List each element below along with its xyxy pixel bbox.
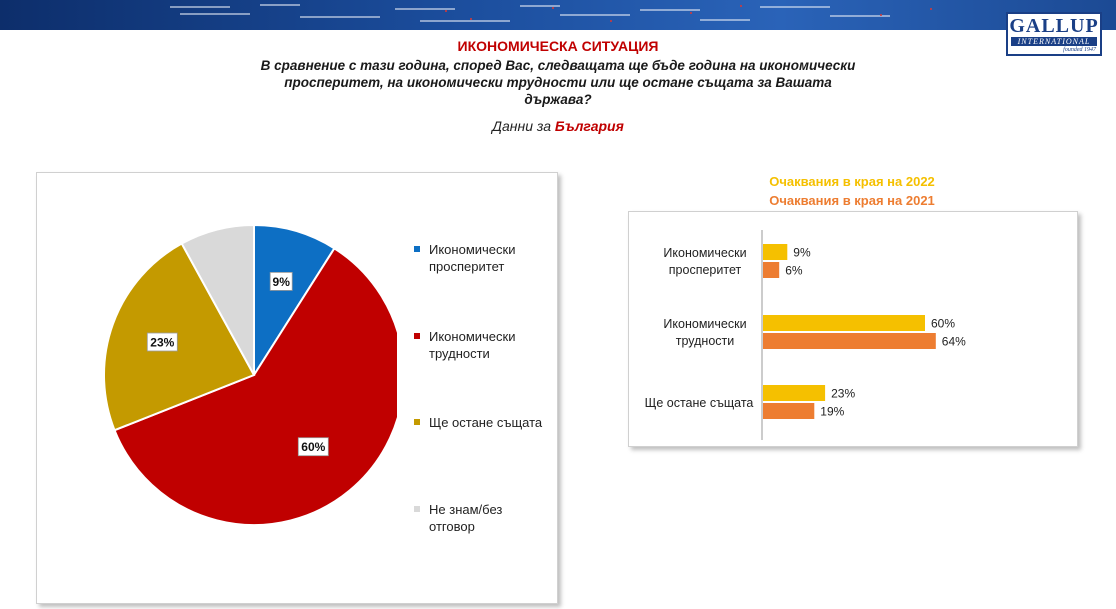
svg-text:9%: 9% [272, 274, 290, 289]
legend-text-difficulties [429, 328, 544, 362]
bar-category-difficulties-1: Икономически [663, 317, 747, 331]
legend-series-2022: Очаквания в края на 2022 [769, 174, 935, 189]
bar-chart [629, 212, 1077, 446]
bar-category-prosperity-1: Икономически [663, 246, 747, 260]
pie-slice-same-label [147, 333, 177, 351]
legend-label-same-1: Ще остане същата [429, 415, 543, 430]
pie-slice-prosperity-label [270, 272, 292, 290]
bar-2021-prosperity [763, 262, 779, 278]
question-line-2: просперитет, на икономически трудности или ще остане същата за Вашата държава? [284, 75, 832, 107]
legend-label-prosperity-1: Икономически [429, 242, 516, 257]
legend-item-same [414, 414, 544, 431]
legend-swatch-dont-know [414, 506, 420, 512]
legend-swatch-prosperity [414, 246, 420, 252]
logo-sub: INTERNATIONAL [1011, 37, 1097, 46]
pie-slice-difficulties-label [298, 438, 328, 456]
page-title: ИКОНОМИЧЕСКА СИТУАЦИЯ [457, 38, 659, 54]
bar-2022-same [763, 385, 825, 401]
legend-label-difficulties-1: Икономически [429, 329, 516, 344]
pie-chart [37, 173, 397, 603]
bar-chart-panel [628, 211, 1078, 447]
legend-swatch-difficulties [414, 333, 420, 339]
bar-label-2021-difficulties: 64% [941, 334, 966, 349]
legend-label-dont-know-1: Не знам/без [429, 502, 503, 517]
data-prefix: Данни за [492, 118, 552, 134]
bar-2022-prosperity [763, 244, 787, 260]
bar-label-2022-same: 23% [831, 386, 856, 401]
bar-label-2021-same: 19% [820, 404, 845, 419]
legend-label-difficulties-2: трудности [429, 346, 490, 361]
legend-swatch-same [414, 419, 420, 425]
bar-category-difficulties-2: трудности [675, 334, 735, 348]
pie-chart-panel [36, 172, 558, 604]
svg-text:60%: 60% [301, 440, 326, 455]
legend-item-difficulties [414, 328, 544, 362]
data-for-country [0, 118, 1116, 134]
bar-label-2021-prosperity: 6% [785, 263, 803, 278]
legend-text-prosperity [429, 241, 544, 275]
survey-question [258, 57, 858, 108]
logo-name: GALLUP [1009, 15, 1099, 37]
legend-item-dont-know [414, 501, 544, 535]
bar-category-same-1: Ще остане същата [644, 396, 754, 410]
logo-founded: founded 1947 [1063, 47, 1096, 53]
bar-2021-difficulties [763, 333, 936, 349]
svg-text:23%: 23% [150, 335, 175, 350]
legend-item-prosperity [414, 241, 544, 275]
legend-text-dont-know [429, 501, 544, 535]
header-banner [0, 0, 1116, 30]
legend-text-same [429, 414, 544, 431]
bar-2022-difficulties [763, 315, 925, 331]
question-line-1: В сравнение с тази година, според Вас, следващата ще бъде година на икономически [260, 58, 856, 73]
banner-pattern [0, 0, 1116, 30]
bar-label-2022-prosperity: 9% [793, 245, 811, 260]
country-name: България [554, 118, 624, 134]
legend-series-2021: Очаквания в края на 2021 [769, 193, 935, 208]
bar-label-2022-difficulties: 60% [931, 316, 956, 331]
bar-category-prosperity-2: просперитет [668, 263, 742, 277]
legend-label-prosperity-2: просперитет [429, 259, 505, 274]
bar-2021-same [763, 403, 814, 419]
legend-label-dont-know-2: отговор [429, 519, 475, 534]
